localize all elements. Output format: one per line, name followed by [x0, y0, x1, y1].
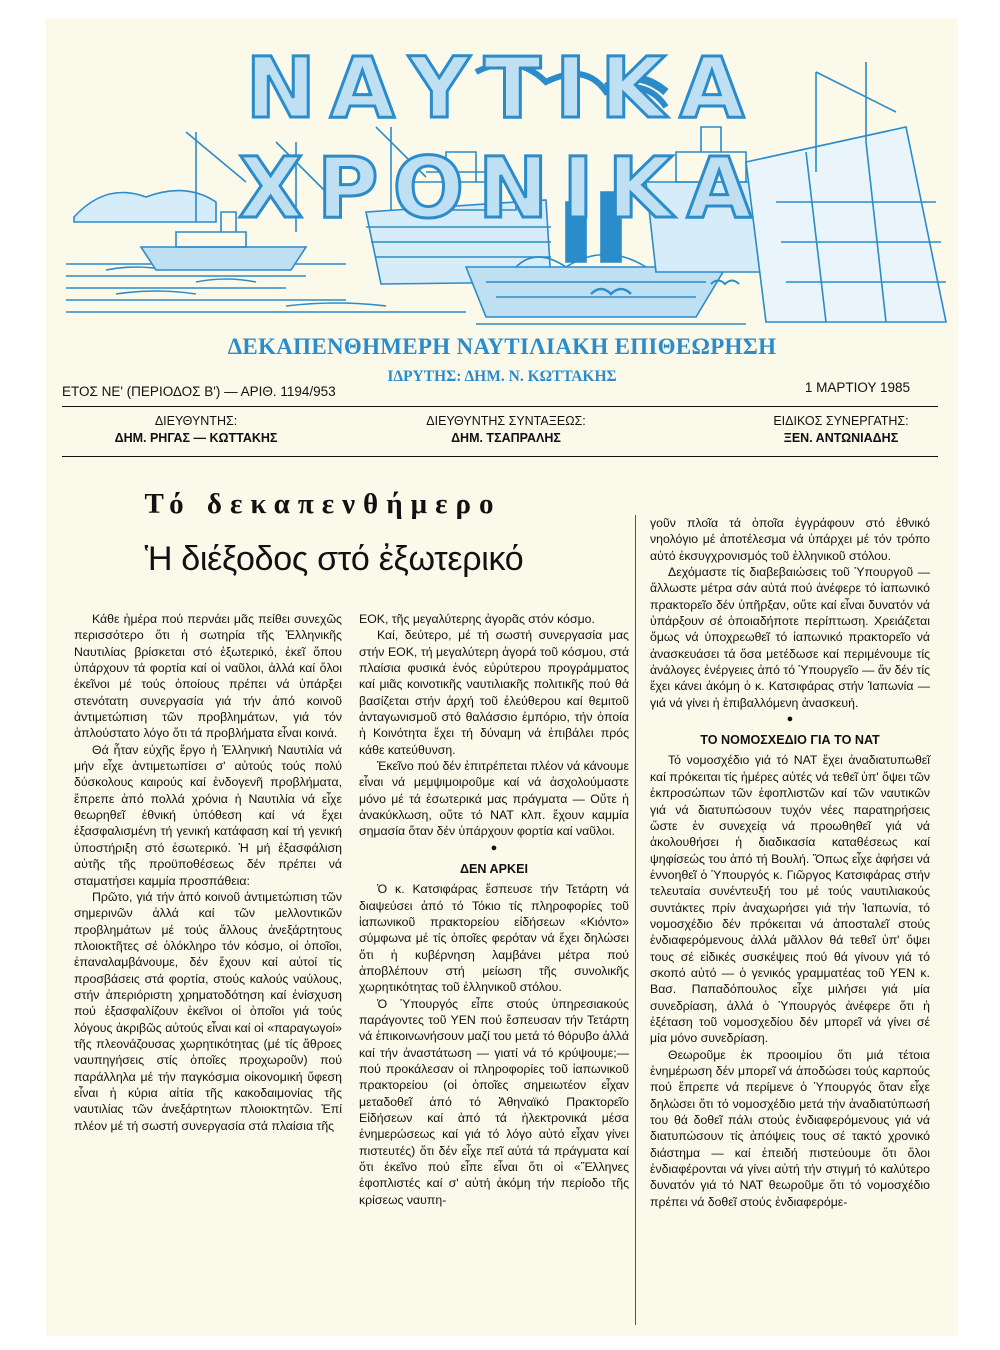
bullet-divider: ● — [786, 713, 794, 726]
masthead-title: ΝΑΥΤΙΚΑ ΧΡΟΝΙΚΑ — [238, 39, 766, 237]
column-divider — [635, 515, 636, 1325]
header-rule-top — [62, 406, 938, 407]
staff-director — [86, 413, 306, 447]
article-headline: Ἡ διέξοδος στό ἐξωτερικό — [144, 540, 524, 578]
section-heading: ΤΟ ΝΟΜΟΣΧΕΔΙΟ ΓΙΑ ΤΟ ΝΑΤ — [700, 733, 880, 748]
founder-line: ΙΔΡΥΤΗΣ: ΔΗΜ. Ν. ΚΩΤΤΑΚΗΣ — [387, 368, 617, 385]
article-column-2 — [359, 611, 629, 1208]
paragraph: Καί, δεύτερο, μέ τή σωστή συνεργασία μας στήν ΕΟΚ, τή μεγαλύτερη ἀγορά τοῦ κόσμου, στά πλαίσια φυσικά ἑνός εὐρύτερου προγράμματος καί μιᾶς κοινοτικῆς ναυτιλιακῆς πολιτικῆς πού θά βασίζεται στήν ἀρχή τοῦ ἐλεύθερου καί θεμιτοῦ ἀνταγωνισμοῦ στό θαλάσσιο ἐμπόριο, τήν ὁποία ἡ Κοινότητα ἔχει τή δύναμη νά ἐπιβάλει πρός κάθε κατεύθυνση. — [359, 628, 629, 757]
article-column-3 — [650, 515, 930, 1210]
header-rule-bottom — [62, 456, 938, 457]
staff-special-associate — [736, 413, 946, 447]
paragraph: Ὁ Ὑπουργός εἶπε στούς ὑπηρεσιακούς παράγοντες τοῦ ΥΕΝ πού ἔσπευσαν τήν Τετάρτη νά ἐπικοινωνήσουν μαζί του μετά τό θόρυβο ἀλλά καί τήν ἀναστάτωση — γιατί νά τό κρύψουμε;— πού προκάλεσαν οἱ πληροφορίες τοῦ ἰαπωνικοῦ πρακτορείου (οἱ ὁποῖες σημειωτέον εἶχαν μεταδοθεῖ ἀπό τό Ἀθηναϊκό Πρακτορεῖο Εἰδήσεων καί ἀπό τά ἠλεκτρονικά μέσα ἐνημερώσεως καί γιά τό λόγο αὐτό εἶχαν γίνει πιστευτές) ὅτι δέν εἶχε πεῖ αὐτά τά πράγματα καί ὅτι ἐκεῖνο πού εἶπε εἶναι ὅτι οἱ «Ἕλληνες ἐφοπλιστές καί σ' αὐτή ἀκόμη τήν περίοδο τῆς κρίσεως ναυπη- — [359, 996, 629, 1207]
masthead-subtitle: ΔΕΚΑΠΕΝΘΗΜΕΡΗ ΝΑΥΤΙΛΙΑΚΗ ΕΠΙΘΕΩΡΗΣΗ — [227, 334, 777, 359]
paragraph: Πρῶτο, γιά τήν ἀπό κοινοῦ ἀντιμετώπιση τῶν σημερινῶν ἀλλά καί τῶν μελλοντικῶν προβλημάτων μέ τούς ἄλλους ἀνεξάρτητους πλοιοκτῆτες σέ ὁλόκληρο τόν κόσμο, οἱ ὁποῖοι, ἐπαναλαμβάνουμε, δέν ἔχουν καί αὐτοί τίς προσβάσεις στά φορτία, στούς καλούς ναύλους, στήν ἀπεριόριστη χρηματοδότηση καί ἐνίσχυση πού ἐξασφαλίζουν ἐκεῖνοι οἱ ὁποῖοι γιά τούς λόγους ἀκριβῶς αὐτούς εἶναι καί οἱ «παραγωγοί» τῆς πλεονάζουσας χωρητικότητας (μέ τίς ἄθροες ναυπηγήσεις στίς ὁποῖες προχωροῦν) πού παράλληλα μέ τήν παγκόσμια οἰκονομική ὕφεση εἶναι ἡ κύρια αἰτία τῆς κακοδαιμονίας τῆς ναυτιλίας τῶν ἀνεξάρτητων πλοιοκτητῶν. Ἐπί πλέον μέ τή σωστή συνεργασία στά πλαίσια τῆς — [74, 889, 342, 1133]
issue-date: 1 ΜΑΡΤΙΟΥ 1985 — [804, 380, 910, 395]
newspaper-page — [46, 18, 958, 1336]
bullet-divider: ● — [490, 841, 498, 854]
staff-role: ΔΙΕΥΘΥΝΤΗΣ: — [154, 414, 238, 428]
staff-name: ΔΗΜ. ΤΣΑΠΡΑΛΗΣ — [451, 431, 561, 445]
paragraph: Κάθε ἡμέρα πού περνάει μᾶς πείθει συνεχῶς περισσότερο ὅτι ἡ σωτηρία τῆς Ἑλληνικῆς Ναυτιλίας βρίσκεται στό ἐξωτερικό, ἐκεῖ ὅπου ὑπάρχουν τά φορτία καί οἱ ναῦλοι, ἀλλά καί ὅλοι ἐκεῖνοι μέ τούς ὁποίους πρέπει νά ὑπάρξει στενότατη συνεργασία γιά τήν ἀπό κοινοῦ ἀντιμετώπιση τῶν προβλημάτων, γιά τόν ἁπλούστατο λόγο ὅτι τά προβλήματα εἶναι κοινά. — [74, 612, 342, 741]
paragraph: Ὁ κ. Κατσιφάρας ἔσπευσε τήν Τετάρτη νά διαψεύσει ἀπό τό Τόκιο τίς πληροφορίες τοῦ ἰαπωνικοῦ πρακτορείου εἰδήσεων «Κιόντο» σύμφωνα μέ τίς ὁποῖες φερόταν νά ἔχει δηλώσει ὅτι ἡ κυβέρνηση λαμβάνει μέτρα πού ἀποβλέπουν στή μείωση τῆς συνολικῆς χωρητικότητας τοῦ ἑλληνικοῦ στόλου. — [359, 882, 629, 995]
staff-role: ΕΙΔΙΚΟΣ ΣΥΝΕΡΓΑΤΗΣ: — [773, 414, 909, 428]
staff-role: ΔΙΕΥΘΥΝΤΗΣ ΣΥΝΤΑΞΕΩΣ: — [426, 414, 586, 428]
section-heading: ΔΕΝ ΑΡΚΕΙ — [459, 861, 529, 876]
masthead — [46, 32, 958, 332]
staff-name: ΞΕΝ. ΑΝΤΩΝΙΑΔΗΣ — [783, 431, 899, 445]
staff-name: ΔΗΜ. ΡΗΓΑΣ — ΚΩΤΤΑΚΗΣ — [114, 431, 278, 445]
paragraph: Θεωροῦμε ἐκ προοιμίου ὅτι μιά τέτοια ἐνημέρωση δέν μπορεῖ νά ἀποδώσει τούς καρπούς πού ἔπρεπε νά περίμενε ὁ Ὑπουργός ὅταν εἶχε δηλώσει ὅτι τό νομοσχέδιο μετά τήν ἀναδιατύπωσή του θά δοθεῖ πάλι στούς ἐνδιαφερόμενους γιά νά διατυπώσουν τίς ἀπόψεις τους σέ τακτό χρονικό διάστημα — καί ἐπειδή πιστεύουμε ὅτι ὅλοι ἐνδιαφέρονται νά γίνει αὐτή τήν στιγμή τό καλύτερο δυνατόν γιά τό ΝΑΤ θεωροῦμε ὅτι τό νομοσχέδιο πρέπει νά δοθεῖ στούς ἐνδιαφερόμε- — [650, 1047, 930, 1209]
paragraph: Δεχόμαστε τίς διαβεβαιώσεις τοῦ Ὑπουργοῦ — ἄλλωστε μέτρα σάν αὐτά πού ἀνέφερε τό ἰαπωνικό πρακτορεῖο δέν ὑπῆρξαν, οὔτε καί εἶναι δυνατόν νά ὑπάρξουν σέ ὁποιαδήποτε περίπτωση. Χρειάζεται ὅμως νά ὑποχρεωθεῖ τό ἰαπωνικό πρακτορεῖο νά ἀνασκευάσει τά ὅσα μετέδωσε καί περιμένουμε τίς ἀνάλογες ἐνέργειες ἀπό τό Ὑπουργεῖο — ἄν δέν τίς ἔχει κάνει ἀκόμη ὁ κ. Κατσιφάρας στήν Ἰαπωνία — γιά νά γίνει ἡ ἐπιβαλλόμενη ἀνασκευή. — [650, 565, 930, 710]
staff-editor-in-chief — [376, 413, 636, 447]
issue-number: ΕΤΟΣ ΝΕ' (ΠΕΡΙΟΔΟΣ Β') — ΑΡΙΘ. 1194/953 — [62, 384, 336, 399]
paragraph: Ἐκεῖνο πού δέν ἐπιτρέπεται πλέον νά κάνουμε εἶναι νά μεμψιμοιροῦμε καί νά ἀσχολούμαστε μόνο μέ τά ἐσωτερικά μας πράγματα — Οὔτε ἡ ἀνακύκλωση, οὔτε τό ΝΑΤ κλπ. ἔχουν καμμία σημασία ὅταν δέν ὑπάρχουν φορτία καί ναῦλοι. — [359, 759, 629, 839]
paragraph: Θά ἦταν εὐχῆς ἔργο ἡ Ἑλληνική Ναυτιλία νά μήν εἶχε ἀντιμετωπίσει σ' αὐτούς τούς πολύ δύσκολους καιρούς καί ἐνδογενῆ προβλήματα, ἔπρεπε ἀπό πολλά χρόνια ἡ Ναυτιλία νά εἶχε θεωρηθεῖ ἐθνική ὑπόθεση καί νά ἔχει ἐξασφαλισμένη τή γενική κατάφαση καί τή γενική ὑποστήριξη στό ἐσωτερικό. Ἡ μή ἐξασφάλιση αὐτῆς τῆς προϋποθέσεως δέν πρέπει νά σταματήσει καμμία προσπάθεια: — [74, 742, 342, 888]
paragraph: ΕΟΚ, τῆς μεγαλύτερης ἀγορᾶς στόν κόσμο. — [359, 612, 595, 626]
article-column-1 — [74, 611, 342, 1134]
paragraph: Τό νομοσχέδιο γιά τό ΝΑΤ ἔχει ἀναδιατυπωθεῖ καί πρόκειται τίς ἡμέρες αὐτές νά τεθεῖ ὑπ' ὄψει τῶν ἐκπροσώπων τῶν ἐφοπλιστῶν καί τῶν ναυτικῶν γιά νά διατυπώσουν τυχόν νέες παρατηρήσεις ὥστε ἐν συνεχείᾳ νά προωθηθεῖ γιά νά ἀκολουθήσει ἡ διαδικασία καταθέσεως καί ψηφίσεώς του ἀπό τή Βουλή. Ὅπως εἶχε ἀφήσει νά ἐννοηθεῖ ὁ Ὑπουργός κ. Γιῶργος Κατσιφάρας στήν τελευταία συνέντευξή του μέ τούς ναυτιλιακούς συντάκτες πρίν ἀναχωρήσει γιά τήν Ἰαπωνία, τό νομοσχέδιο δέν πρόκειται νά ἀποσταλεῖ στούς ἐνδιαφερόμενους ἀλλά μᾶλλον θά τεθεῖ ὑπ' ὄψει τους σέ εἰδικές συσκέψεις πού θά γίνουν γιά τό σκοπό αὐτό — ὁ γενικός γραμματέας τοῦ ΥΕΝ κ. Βασ. Παπαδόπουλος εἶχε μιλήσει γιά μία συνεδρίαση, ἀλλά ὁ Ὑπουργός ἀνέφερε ὅτι ἡ ἐξέταση τοῦ νομοσχεδίου δέν μπορεῖ νά γίνει σέ μία μόνο συνεδρίαση. — [650, 753, 930, 1046]
article-kicker: Τό δεκαπενθήμερο — [144, 488, 502, 520]
paragraph: γοῦν πλοῖα τά ὁποῖα ἐγγράφουν στό ἐθνικό νηολόγιο μέ ἀποτέλεσμα νά ὑπάρχει μέ τόν τρόπο αὐτό ἐκσυγχρονισμός τοῦ ἑλληνικοῦ στόλου. — [650, 516, 930, 563]
